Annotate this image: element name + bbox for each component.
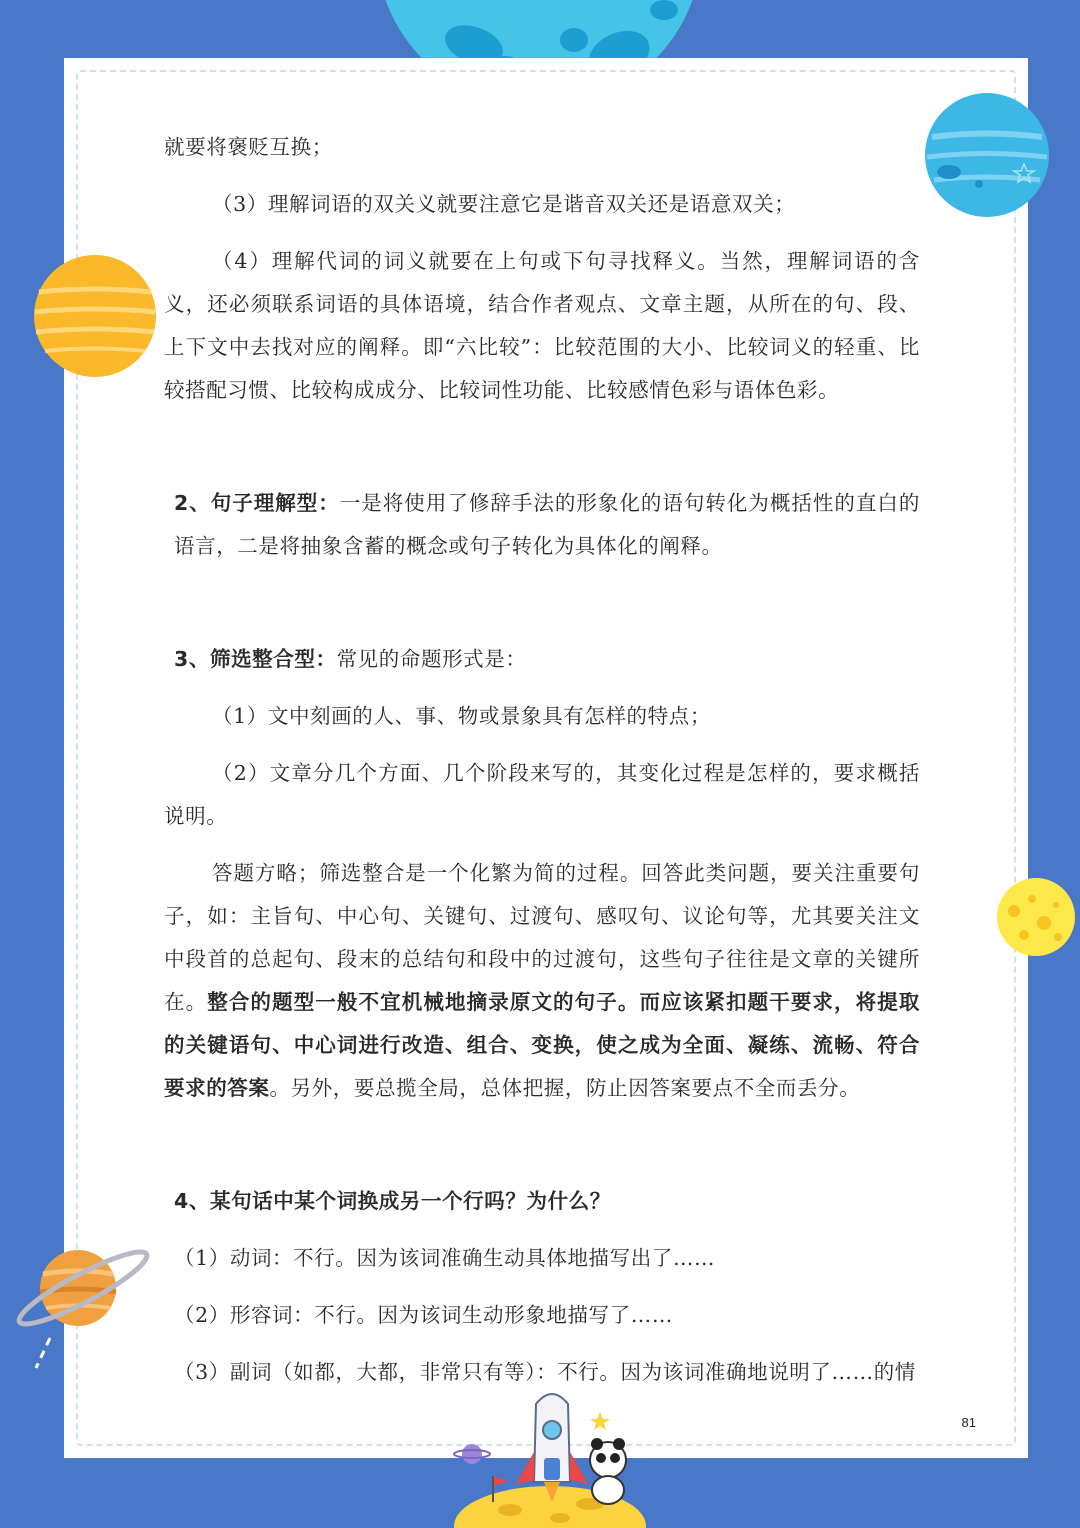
section-3-paragraph — [164, 638, 920, 681]
page-number: 81 — [961, 1415, 976, 1430]
list-item: （2）形容词：不行。因为该词生动形象地描写了…… — [174, 1303, 673, 1327]
section-4-heading: 4、某句话中某个词换成另一个行吗？为什么？ — [174, 1189, 611, 1213]
saturn-icon — [8, 1240, 158, 1370]
list-item: （1）动词：不行。因为该词准确生动具体地描写出了…… — [174, 1246, 716, 1270]
orange-planet-icon — [33, 254, 157, 378]
blue-planet-icon — [924, 92, 1050, 218]
section-3-text: 常见的命题形式是： — [336, 647, 527, 671]
section-3-heading: 3、筛选整合型： — [174, 647, 337, 671]
section-2-text: 一是将使用了修辞手法的形象化的语句转化为概括性的直白的语言，二是将抽象含蓄的概念或句子转化为具体化的阐释。 — [174, 491, 920, 558]
strategy-text-end: 。另外，要总揽全局，总体把握，防止因答案要点不全而丢分。 — [269, 1076, 861, 1100]
list-item: （2）文章分几个方面、几个阶段来写的，其变化过程是怎样的，要求概括说明。 — [164, 761, 920, 828]
rocket-illustration — [440, 1392, 650, 1528]
paragraph: （3）理解词语的双关义就要注意它是谐音双关还是语意双关； — [212, 192, 796, 216]
paragraph: 就要将褒贬互换； — [164, 135, 333, 159]
strategy-paragraph — [164, 852, 920, 1110]
section-2-heading: 2、句子理解型： — [174, 491, 340, 515]
list-item: （3）副词（如都，大都，非常只有等）：不行。因为该词准确地说明了……的情 — [174, 1360, 916, 1384]
page-sheet — [64, 58, 1028, 1458]
strategy-text: 答题方略；筛选整合是一个化繁为简的过程。回答此类问题，要关注重要句子，如：主旨句、中心句、关键句、过渡句、感叹句、议论句等，尤其要关注文中段首的总起句、段末的总结句和段中的过渡句，这些句子往往是文章的关键所在。 — [164, 861, 920, 1014]
list-item: （1）文中刻画的人、事、物或景象具有怎样的特点； — [212, 704, 711, 728]
strategy-bold-text: 整合的题型一般不宜机械地摘录原文的句子。而应该紧扣题干要求，将提取的关键语句、中心词进行改造、组合、变换，使之成为全面、凝练、流畅、符合要求的答案 — [164, 990, 920, 1100]
document-body — [164, 126, 920, 1394]
paragraph: （4）理解代词的词义就要在上句或下句寻找释义。当然，理解词语的含义，还必须联系词语的具体语境，结合作者观点、文章主题，从所在的句、段、上下文中去找对应的阐释。即“六比较”：比较范围的大小、比较词义的轻重、比较搭配习惯、比较构成成分、比较词性功能、比较感情色彩与语体色彩。 — [164, 249, 920, 402]
section-2-paragraph — [164, 482, 920, 568]
yellow-moon-icon — [996, 877, 1076, 957]
